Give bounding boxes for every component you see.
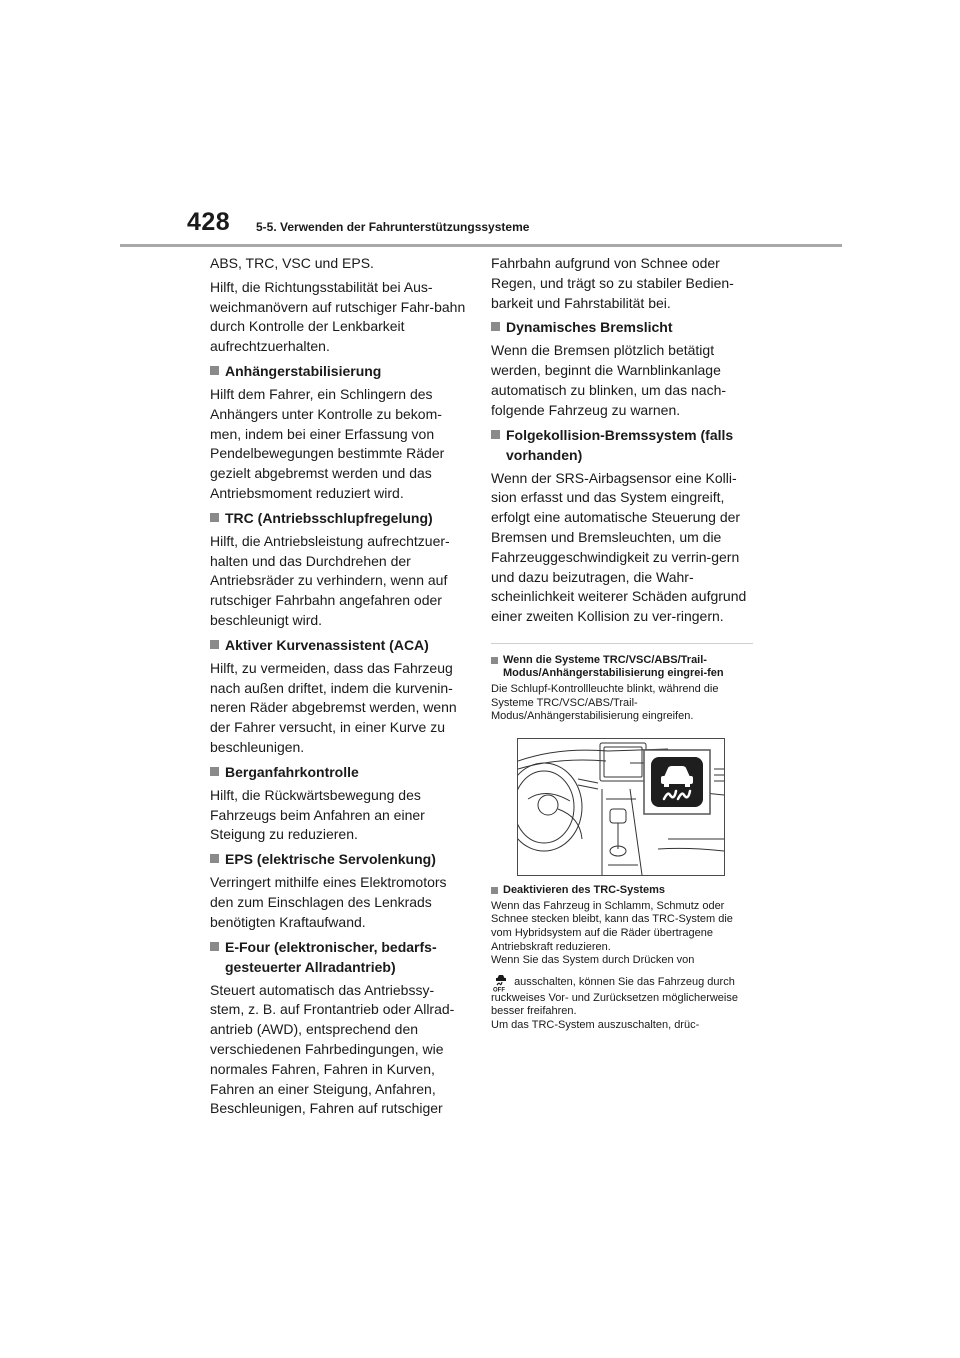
- heading-text: Anhängerstabilisierung: [225, 362, 382, 379]
- slip-indicator-icon: [651, 757, 703, 807]
- dashboard-illustration: [517, 738, 725, 876]
- section-text: Wenn die Bremsen plötzlich betätigt werden, beginnt die Warnblinkanlage automatisch zu blinken, um das nach-folgende Fahrzeug zu warnen.: [491, 342, 727, 418]
- section-heading: [210, 937, 466, 977]
- note-divider: [491, 643, 753, 644]
- section-text: Hilft, die Antriebsleistung aufrechtzuer-halten und das Durchdrehen der Antriebsräder zu verhindern, wenn auf rutschiger Fahrbahn angefahren oder beschleunigt wird.: [210, 532, 450, 628]
- square-bullet-icon: [491, 430, 500, 439]
- heading-text: E-Four (elektronischer, bedarfs-gesteuerter Allradantrieb): [225, 938, 437, 975]
- note-text: Wenn das Fahrzeug in Schlamm, Schmutz oder Schnee stecken bleibt, kann das TRC-System die vom Hybridsystem auf die Räder übertragene Antriebskraft reduzieren.: [491, 899, 733, 953]
- off-label: OFF: [493, 987, 505, 992]
- section-text: Hilft dem Fahrer, ein Schlingern des Anhängers unter Kontrolle zu bekom-men, indem bei einer Erfassung von Pendelbewegungen bestimmte Räder gezielt abgebremst werden und das Antriebsmoment reduziert wird.: [210, 385, 445, 501]
- square-bullet-icon: [210, 513, 219, 522]
- section-heading: [210, 508, 466, 528]
- heading-text: Folgekollision-Bremssystem (falls vorhanden): [506, 426, 734, 463]
- section-heading: [210, 849, 466, 869]
- heading-text: EPS (elektrische Servolenkung): [225, 851, 436, 868]
- intro-line: ABS, TRC, VSC und EPS.: [210, 255, 374, 271]
- section-text: Hilft, zu vermeiden, dass das Fahrzeug nach außen driftet, indem die kurvenin-neren Räder abgebremst werden, wenn der Fahrer versucht, in einer Kurve zu beschleunigen.: [210, 659, 457, 755]
- heading-text: Berganfahrkontrolle: [225, 763, 359, 780]
- section-text: Wenn der SRS-Airbagsensor eine Kolli-sion erfasst und das System eingreift, erfolgt eine automatische Steuerung der Bremsen und Bremsleuchten, um die Fahrzeuggeschwindigkeit zu verrin-gern und dazu beizutragen, die Wahr-scheinlichkeit weiterer Schäden aufgrund einer zweiten Kollision zu ver-ringern.: [491, 469, 747, 625]
- square-bullet-icon: [491, 657, 498, 664]
- section-heading: [491, 425, 753, 465]
- intro-paragraph: Hilft, die Richtungsstabilität bei Aus-weichmanövern auf rutschiger Fahr-bahn durch Kontrolle der Lenkbarkeit aufrechtzuerhalten.: [210, 278, 466, 355]
- note-text-with-icon: [491, 972, 753, 1019]
- heading-text: Aktiver Kurvenassistent (ACA): [225, 636, 429, 653]
- page-number: 428: [187, 208, 231, 236]
- square-bullet-icon: [210, 854, 219, 863]
- right-column: [491, 254, 753, 1032]
- square-bullet-icon: [210, 366, 219, 375]
- dashboard-drawing: [518, 739, 724, 875]
- note-text: Um das TRC-System auszuschalten, drüc-: [491, 1018, 700, 1031]
- square-bullet-icon: [210, 640, 219, 649]
- square-bullet-icon: [491, 887, 498, 894]
- section-title: 5-5. Verwenden der Fahrunterstützungssysteme: [256, 220, 530, 234]
- section-heading: [491, 317, 753, 337]
- square-bullet-icon: [210, 942, 219, 951]
- vsc-off-icon: [491, 972, 511, 992]
- section-heading: [210, 762, 466, 782]
- square-bullet-icon: [491, 322, 500, 331]
- note-heading-text: Deaktivieren des TRC-Systems: [503, 883, 666, 896]
- note-text: Wenn Sie das System durch Drücken von: [491, 954, 695, 967]
- section-heading: [210, 361, 466, 381]
- section-text: Verringert mithilfe eines Elektromotors den zum Einschlagen des Lenkrads benötigten Kraftaufwand.: [210, 874, 447, 930]
- heading-text: TRC (Antriebsschlupfregelung): [225, 509, 433, 526]
- square-bullet-icon: [210, 767, 219, 776]
- note-text: ausschalten, können Sie das Fahrzeug durch ruckweises Vor- und Zurücksetzen möglicherweise besser freifahren.: [491, 975, 738, 1018]
- section-text: Steuert automatisch das Antriebssy-stem, z. B. auf Frontantrieb oder Allrad-antrieb (AWD), entsprechend den verschiedenen Fahrbedingungen, wie normales Fahren, Fahren in Kurven, Fahren an einer Steigung, Anfahren, Beschleunigen, Fahren auf rutschiger: [210, 981, 455, 1117]
- note-heading: [491, 654, 753, 680]
- section-heading: [210, 635, 466, 655]
- section-text: Hilft, die Rückwärtsbewegung des Fahrzeugs beim Anfahren an einer Steigung zu reduzieren.: [210, 786, 425, 843]
- note-heading: [491, 884, 753, 897]
- left-column: [210, 254, 466, 1123]
- note-text: Die Schlupf-Kontrollleuchte blinkt, während die Systeme TRC/VSC/ABS/Trail-Modus/Anhängerstabilisierung eingreifen.: [491, 682, 719, 723]
- note-heading-text: Wenn die Systeme TRC/VSC/ABS/Trail-Modus/Anhängerstabilisierung eingrei-fen: [503, 653, 724, 679]
- header-rule: [120, 244, 842, 247]
- continuation-paragraph: Fahrbahn aufgrund von Schnee oder Regen, und trägt so zu stabiler Bedien-barkeit und Fahrstabilität bei.: [491, 255, 734, 311]
- heading-text: Dynamisches Bremslicht: [506, 319, 673, 336]
